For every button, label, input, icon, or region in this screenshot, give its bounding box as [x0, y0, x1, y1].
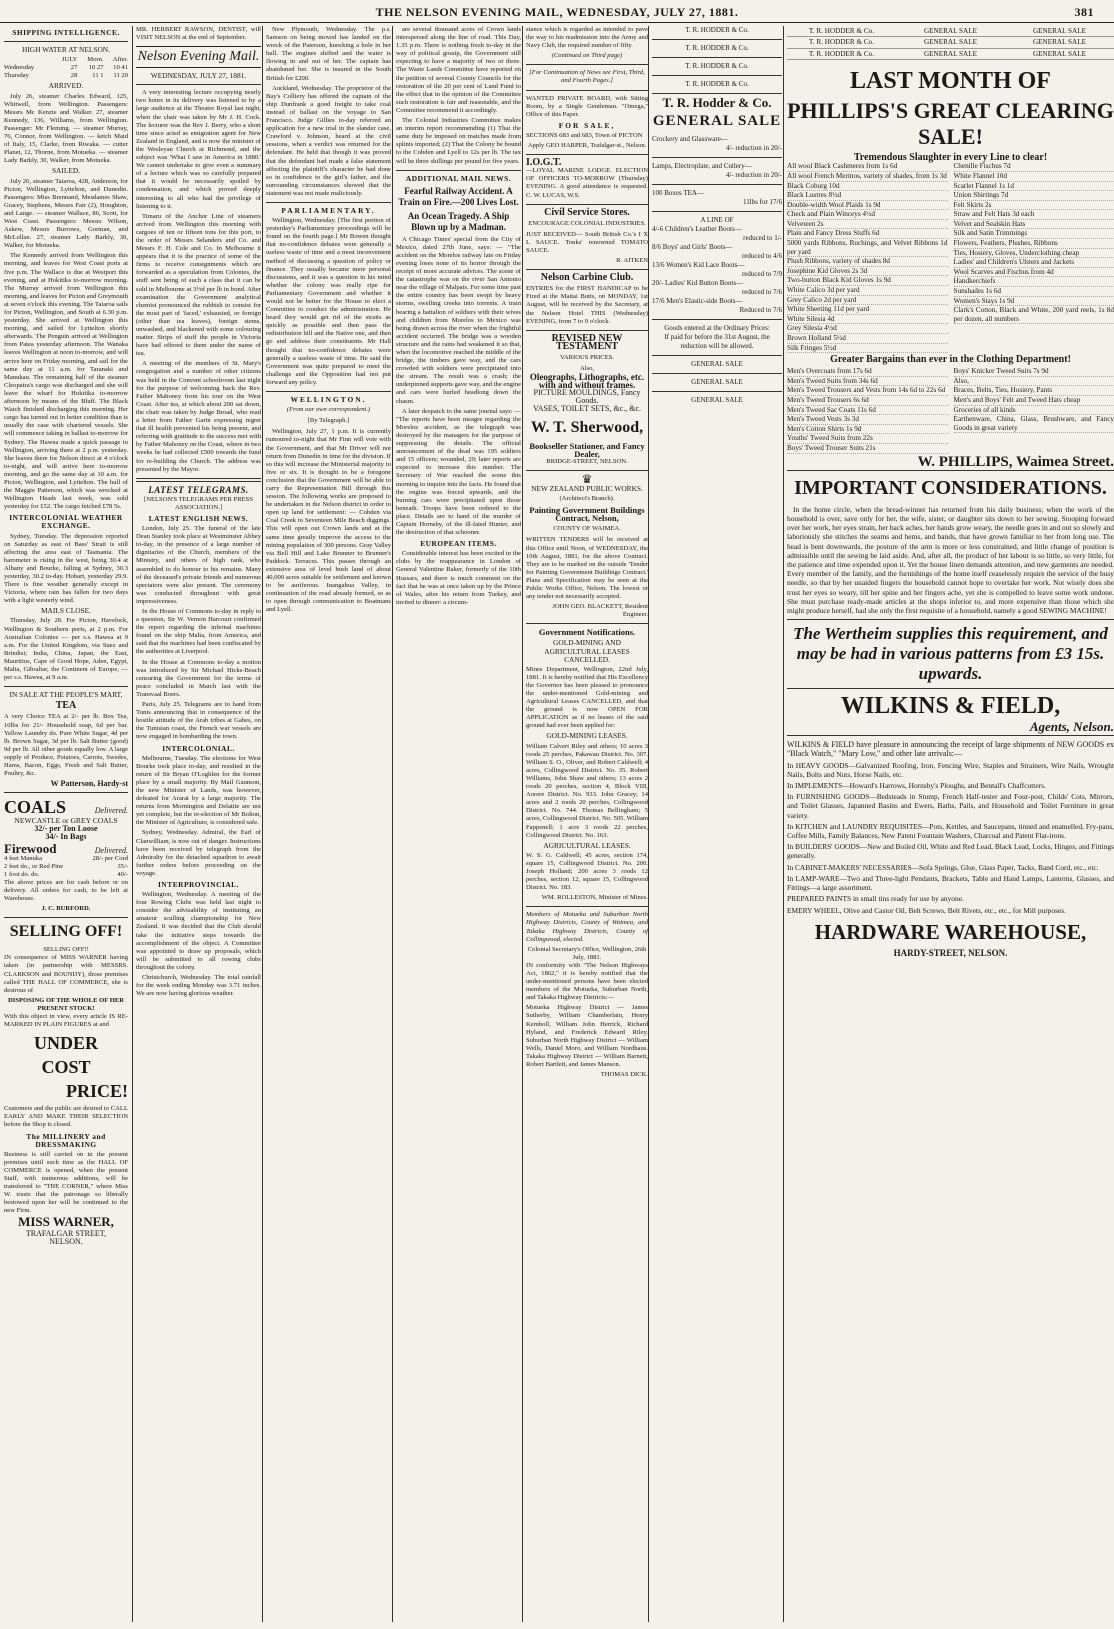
civil-sub: ENCOURAGE COLONIAL INDUSTRIES.: [528, 219, 646, 227]
masthead-title: THE NELSON EVENING MAIL, WEDNESDAY, JULY 27, 1881.: [375, 5, 739, 19]
wellington-heading: WELLINGTON.: [290, 395, 367, 405]
tragedy-headline: An Ocean Tragedy. A Ship Blown up by a Madman.: [407, 210, 510, 232]
list-item: Grey Silesia 4½d: [787, 324, 948, 334]
firewood-row: [4, 863, 128, 871]
general-sale-line: GENERAL SALE: [691, 378, 743, 386]
lords-text: In the House at Commons to-day a motion was introduced by Sir Michael Hicks-Beach censuring the Government for the terms of peace concluded in March last with the Transvaal Boers.: [136, 658, 261, 698]
sections-text: SECTIONS 683 and 683, Town of PICTON: [526, 131, 643, 139]
tide-date: 28: [70, 72, 78, 80]
sydney-text: Sydney, Wednesday. Admiral, the Earl of Clanwilliam, is now out of danger. Instructions have been received by telegraph from the Admiralty for the detached squadron to await further orders before proceeding on the voyage.: [136, 829, 261, 877]
oleographs: Oleographs, Lithographs, etc. with and without frames.: [529, 372, 645, 391]
list-item: Men's Overcoats from 17s 6d: [787, 367, 948, 377]
kitchen-goods: In KITCHEN and LAUNDRY REQUISITES—Pots, Kettles, and Saucepans, tinned and enamelled, Fry-pans, Coffee Mills, Family Balances, New Patent Fountain Washers, Charcoal and Patent Flat-irons.: [787, 821, 1114, 841]
hodder-line: T. R. HODDER & Co.: [685, 80, 749, 88]
sale-cell: GENERAL SALE: [1005, 37, 1114, 48]
list-item: Men's and Boys' Felt and Tweed Hats cheap: [954, 396, 1114, 406]
boot-item-name: 17/6 Men's Elastic-side Boots—: [652, 297, 743, 305]
hodder-line: T. R. HODDER & Co.: [685, 26, 749, 34]
list-item: All wool French Merinos, variety of shades, from 1s 3d: [787, 171, 947, 180]
boot-item-name: 13/6 Women's Kid Lace Boots—: [652, 261, 745, 269]
general-sale-line: GENERAL SALE: [691, 396, 743, 404]
european-heading: EUROPEAN ITEMS.: [420, 539, 497, 549]
list-item: Braces, Belts, Ties, Hosiery, Pants: [954, 386, 1114, 396]
cost-headline: COST: [41, 1057, 91, 1078]
millinery-text: Business is still carried on in the present premises until such time as the HALL OF COMMERCE is opened, when the present Staff, with numerous additions, will be transferred to "THE CORNER," where Miss W. trusts that the patronage so liberally bestowed upon her will be continued to the new Firm.: [4, 1150, 128, 1215]
civil-text: JUST RECEIVED— South British Co.'s I X L SAUCE. Tonks' renowned TOMATO SAUCE.: [526, 230, 648, 254]
clearing-left-list: [787, 162, 948, 353]
customers-text: Customers and the public are desired to CALL EARLY AND MAKE THEIR SELECTION before the Shop is closed.: [4, 1105, 128, 1129]
gold-heading: GOLD-MINING AND AGRICULTURAL LEASES CANCELLED.: [544, 638, 630, 664]
tea-headline: TEA: [55, 700, 77, 712]
furnishing-goods: In FURNISHING GOODS—Bedsteads in Stump, French Half-tester and Four-post, Childs' Cots, Mirrors, and Toilet Glasses, Japanned Basins and Ewers, Baths, Pails, and Household and Toilet Furniture in great variety.: [787, 792, 1114, 820]
list-item: Two-button Black Kid Gloves 1s 9d: [787, 276, 948, 286]
boot-item-price: reduced to 1/-: [743, 234, 782, 242]
clothing-left-list: [787, 367, 948, 453]
tide-col-after: After.: [112, 56, 128, 64]
parliamentary-heading: PARLIAMENTARY.: [281, 205, 376, 215]
agri-text: W. S. G. Caldwell; 45 acres, section 174, square 15, Collingwood District. No. 200. Joseph Holland; 200 acres 3 roods 12 perches, section 12, square 15, Collingwood District. No. 183.: [526, 851, 648, 892]
firewood-price: 40/-: [117, 870, 128, 878]
mail-heading: ADDITIONAL MAIL NEWS.: [405, 173, 512, 183]
list-item: Straw and Felt Hats 3d each: [954, 210, 1114, 220]
list-item: Plush Ribbons, variety of shades 8d: [787, 257, 948, 267]
firewood-row: [4, 871, 128, 879]
hardware-headline: HARDWARE WAREHOUSE,: [814, 919, 1087, 944]
list-item: Men's Tweed Sac Coats 11s 6d: [787, 406, 948, 416]
hodder-line: T. R. HODDER & Co.: [685, 44, 749, 52]
list-item: Black Lustres 8½d: [787, 191, 948, 201]
timaru-text: Timaru of the Anchor Line of steamers arrived from Wellington this morning with cargoes of ten or fifteen tons for this port, to the order of Messrs Selanders and Co. and Messrs F. H. Cole and Co. In Melbourne it appears that it is the practice of some of the firms to receive consignments which are forwarded as a speculation from Colonies, the stuff sent being of such a class that it can be sold in Melbourne at 3½d per lb in bond. After examination the Government analytical chemist pronounced the rubbish to consist for the most part of 'faced,' exhausted, or foreign (other than tea leaves), foreign stems, unwashed, and blackened with some colouring matter. Strips of stuff the people in Victoria have had offered to them under the name of tea.: [136, 212, 261, 358]
firewood-item: 1 foot do. do.: [4, 870, 40, 878]
wellington-text: Wellington, July 27, 1 p.m. It is currently rumoured to-night that Mr Finn will vote with the Government, and that Mr Driver will not return from Dunedin in time for the division. If so this will increase the Ministerial majority to five or six. It is thought to be a foregone conclusion that the Government will be able to carry the Representation Bill through this session. The following works are proposed to be undertaken in the Nelson district in order to open up land for settlement: — Cobden via Coal Creek to Seventeen Mile Beach diggings. This will open out Crown lands and at the same time greatly improve the access to the mining population of 300 persons. Gray Valley via Bell Hill and Lake Brunner to Brunner's Paddock. Terraces. This passes through an extensive area of level bush land of about 40,000 acres suitable for settlement and known to be auriferous. Inangahua Valley, in continuation of the road already formed, so as to open through communication to Boatmans and Lyell.: [266, 428, 391, 614]
meeting-text: A meeting of the members of St. Mary's congregation and a number of other citizens was held in the Convent schoolroom last night for the purpose of welcoming back the Rev. Father Mahoney from his tour on the West Coast. After tea, at which about 200 sat down, the chair was taken by Judge Broad, who read a letter from Father Garin expressing regret that ill health prevented his being present, and referring with gratitude to the success met with by Father Mahoney on the Coast, where in two weeks he had collected £500 towards the fund for re-building the Church. The address was presented by the Mayor.: [136, 360, 261, 473]
selling-off-sub: SELLING OFF!!: [43, 946, 89, 954]
list-item: Men's Cotton Shirts 1s 9d: [787, 425, 948, 435]
boot-item: [652, 225, 782, 243]
tea-text: A very Choice TEA at 2/- per lb. Box Tea, 10lbs for 21/- Household soap, 6d per bar. Yellow Laundry do. Pure White Sugar, 4d per lb. Brown Sugar, 3d per lb. Salt Butter (good) 9d per lb. All other goods equally low. A large supply of Produce, Potatoes, Carrots, Swedes, Hams, Bacon, Eggs, Fresh and Salt Butter, Poultry, &c.: [4, 713, 128, 778]
list-item: Handkerchiefs: [954, 277, 1114, 287]
list-item: Wool Scarves and Fischus from 4d: [954, 268, 1114, 278]
nelson-label: NELSON.: [49, 1236, 83, 1246]
carbine-heading: Nelson Carbine Club.: [540, 272, 634, 284]
iogt-headline: I.O.G.T.: [526, 157, 562, 169]
last-month-headline: LAST MONTH OF: [850, 68, 1051, 95]
coals-price-loose: 32/- per Ton Loose: [34, 824, 98, 834]
firewood-item: 4 feet Manuka: [4, 854, 43, 862]
mails-text: Thursday, July 28. For Picton, Havelock, Wellington & Southern ports, at 2 p.m. For Australian Colonies — per s.s. Hawea at 9 a.m. For the United Kingdom, via Suez and Brindisi; India, China, Japan, the East, Mauritius, Cape of Good Hope, Aden, Egypt, Malta, Gibraltar, the Continent of Europe, — per s.s. Hawea, at 9 a.m.: [4, 617, 128, 682]
boot-item: [652, 279, 782, 297]
colonial-sec: Colonial Secretary's Office, Wellington, 26th July, 1881.: [527, 945, 647, 961]
millinery-headline: The MILLINERY and DRESSMAKING: [26, 1131, 106, 1149]
picture-mouldings: PICTURE MOULDINGS, Fancy Goods.: [533, 388, 641, 406]
tide-day: Thursday: [4, 72, 29, 80]
sherwood-address: BRIDGE-STREET, NELSON.: [546, 457, 628, 465]
miss-warner: MISS WARNER,: [18, 1214, 114, 1230]
list-item: Clark's Cotton, Black and White, 200 yard reels, 1s 8d per dozen, all numbers: [953, 306, 1114, 323]
trafalgar-street: TRAFALGAR STREET,: [25, 1228, 107, 1238]
list-item: Scarlet Flannel 1s 1d: [954, 182, 1114, 192]
list-item: Flowers, Feathers, Plushes, Ribbons: [954, 239, 1114, 249]
boot-item-name: 4/-6 Children's Leather Boots—: [652, 225, 742, 233]
hodder-line: T. R. HODDER & Co.: [685, 62, 749, 70]
tide-date: 27: [70, 64, 78, 72]
slaughter-line: Tremendous Slaughter in every Line to clear!: [853, 152, 1048, 164]
sale-item-price: 11lbs for 17/6: [742, 198, 782, 206]
selling-off-headline: SELLING OFF!: [9, 923, 123, 941]
sale-item: [652, 189, 782, 207]
tea-signature: W Patterson, Hardy-st: [50, 779, 128, 789]
sailed-heading: SAILED.: [51, 166, 81, 176]
painting-sub: COUNTY OF WAIMEA.: [553, 525, 621, 533]
firewood-table: [4, 855, 128, 879]
list-item: Ties, Hosiery, Gloves, Underclothing cheap: [954, 249, 1114, 259]
wilkins-announcement: WILKINS & FIELD have pleasure in announcing the receipt of large shipments of NEW GOODS ex "Black Watch," "Mary Low," and other late arrivals:—: [787, 740, 1114, 759]
hodder-cell: T. R. HODDER & Co.: [787, 49, 896, 60]
firewood-headline: Firewood: [4, 840, 57, 856]
boot-item-price: reduced to 4/6: [741, 252, 782, 260]
column-2: [132, 26, 261, 1622]
list-item: White Calico 3d per yard: [787, 286, 948, 296]
tide-after: 10 41: [113, 64, 128, 72]
clearing-items: [787, 162, 1114, 353]
london-text: London, July 25. The funeral of the late Dean Stanley took place at Westminster Abbey to-day, in the presence of a large number of dignitaries of the Church, members of the Ministry, and others of high rank, who assembled to do honour to his remains. Many of the deceased's private friends and numerous spectators were also present. The ceremony was conducted throughout with great impressiveness.: [136, 525, 261, 605]
also-label: Also,: [579, 365, 595, 372]
apply-text: Apply GEO HARPER, Trafalgar-st., Nelson.: [527, 142, 647, 150]
wellington-sub: (From our own correspondent.): [286, 406, 371, 414]
latest-english-heading: LATEST ENGLISH NEWS.: [148, 513, 249, 523]
column-5: [522, 26, 648, 1622]
emery: EMERY WHEEL, Olive and Castor Oil, Belt Screws, Belt Rivets, etc., etc., for Mill purposes.: [787, 905, 1066, 915]
painting-signature: JOHN GEO. BLACKETT, Resident Engineer.: [552, 603, 648, 619]
boot-item: [652, 261, 782, 279]
list-item: White Silesia 4d: [787, 315, 948, 325]
tide-row: [4, 72, 128, 80]
list-item: Brown Holland 5½d: [787, 334, 948, 344]
important-headline: IMPORTANT CONSIDERATIONS.: [794, 476, 1107, 499]
tide-morn: 10 27: [88, 64, 104, 72]
paris-text: Paris, July 25. Telegrams are to hand from Tunis announcing that in consequence of the hostile attitude of the Arab tribes at Gabes, on the Tunisian coast, the French war vessels are now engaged in bombarding the town.: [136, 701, 261, 741]
general-sale-heading: GENERAL SALE: [652, 113, 782, 129]
sale-cell: GENERAL SALE: [896, 26, 1005, 37]
lecture-text: A very interesting lecture occupying nearly two hours in its delivery was listened to by a large audience at the Theatre Royal last night, when the chair was taken by Mr J. H. Cock. The lecturer was the Rev J. Berry, who a short time since acted as emigration agent for New Zealand in England, and is now the minister of the Wesleyan Church at Richmond, and the subject was 'What I saw in America in 1880.' We cannot undertake to give even a summary of a lecture which was so carefully prepared that it would be necessarily spoiled by condensation, and which proved deeply interesting to all who had the privilege of listening to it.: [136, 89, 261, 210]
mails-heading: MAILS CLOSE.: [40, 606, 92, 616]
list-item: Chenille Fischus 7d: [954, 162, 1114, 172]
firewood-price: 35/-: [117, 862, 128, 870]
list-item: White Flannel 10d: [954, 172, 1114, 182]
coals-headline: COALS: [4, 797, 67, 818]
boot-item: [652, 297, 782, 315]
dateline: WEDNESDAY, JULY 27, 1881.: [150, 71, 247, 81]
sale-cell: GENERAL SALE: [896, 37, 1005, 48]
list-item: Men's Tweed Suits from 34s 6d: [787, 377, 948, 387]
sherwood-sub: Bookseller Stationer, and Fancy Dealer,: [529, 440, 645, 459]
arrived-heading: ARRIVED.: [48, 81, 84, 91]
boot-item-price: reduced to 7/9: [741, 270, 782, 278]
tragedy-text: A later despatch to the same journal says: — "The reports have been meagre regarding the Morelos accident, as the telegraph was destroyed by the managers for the purpose of suppressing the details. The official announcement of the dead was 195 soldiers and 15 officers; wounded, 29; later reports are expected to increase this number. The Secretary of War reached the scene this morning to inquire into the facts. He found that the engine was forced upwards, and the burning cars were precipitated upon those beneath. Troops have been ordered to the place. Details are to hand of the murder of Captain Hornsby, of the ill-fated Hunter, and the destruction of that schooner.: [396, 407, 521, 537]
tide-heading: HIGH WATER AT NELSON.: [21, 45, 110, 55]
clearing-right-list: [954, 162, 1114, 353]
crown-text: are several thousand acres of Crown lands interspersed along the line of road. This Day, 1.35 p.m. There is nothing fresh to-day in the way of political gossip, the Government still expecting to have a majority of two or three. The Waste Lands Committee have reported on the petition of several County Councils for the restoration of the 20 per cent of Land Fund to the effect that in the opinion of the Committee such restoration is fair and reasonable, and the Committee recommend it accordingly.: [396, 26, 521, 114]
sherwood-headline: W. T. Sherwood,: [530, 418, 644, 436]
members-text: Motueka Highway District — James Sutherby, William Chamberlain, Henry Kemboll, William John Herrick, Richard Hyland, and Frederick Edward Riley. Suburban North Highway District — William Wells, Daniel Moro, and William Nordhaus. Takaka Highway District — William Barnett, Robert Bartlett, and James Manson.: [526, 1004, 648, 1069]
tide-table: [4, 56, 128, 80]
vases: VASES, TOILET SETS, &c., &c.: [532, 404, 642, 414]
painting-headline: Painting Government Buildings Contract, Nelson,: [529, 505, 645, 524]
sale-item-price: 4/- reduction in 20/-: [725, 171, 782, 179]
boot-item-price: reduced to 7/6: [741, 288, 782, 296]
list-item: Silk Fringes 5½d: [787, 344, 948, 354]
hodder-cell: T. R. HODDER & Co.: [787, 37, 896, 48]
list-item: Ladies' and Children's Ulsters and Jackets: [954, 258, 1114, 268]
heavy-goods: In HEAVY GOODS—Galvanized Roofing, Iron, Fencing Wire, Staples and Strainers, Wire Nails, Wrought Nails, Bolts and Nuts, Horse Nails, etc.: [787, 760, 1114, 779]
sale-cell: GENERAL SALE: [1005, 26, 1114, 37]
list-item: Women's Stays 1s 9d: [954, 297, 1114, 307]
clothing-headline: Greater Bargains than ever in the Clothing Department!: [830, 354, 1071, 366]
accident-headline: Fearful Railway Accident. A Train on Fire.—200 Lives Lost.: [398, 185, 519, 207]
auckland-text: Auckland, Wednesday. The proprietor of the Bay's Colliery has offered the captain of the ship Dunfrank a good freight to take coal instead of ballast on the voyage to San Francisco. Judge Gillies to-day referred an application for a new trial in the slander case, Crawford v. Johnson, heard at the civil sessions, when a verdict was returned for the defendant. He held that though it was proved that the defendant had made a false statement affecting the plaintiff's character he had done so in confidence to the girl's father, and the surrounding circumstances showed that the statement was not made maliciously.: [266, 84, 391, 197]
sailed-text: July 26, steamer Taiaroa, 428, Anderson, for Picton, Wellington, Lyttelton, and Dunedin. Passengers: Miss Brennand, Mesdames Shaw, Gracey, Stephens, Messrs Fair (2), Houghton, and Lange. — steamer Wallace, 86, Scott, for West Coast. Passengers: Messrs Wilson, Askew, Messrs Burrows, Gorman, and McLellan. 27, steamer Lady Barkly, 30, Walker, for Motueka.: [4, 177, 128, 250]
list-item: Grey Calico 2d per yard: [787, 296, 948, 306]
list-item: Josephine Kid Gloves 2s 3d: [787, 267, 948, 277]
list-item: 5000 yards Ribbons, Ruchings, and Velvet Ribbons 1d per yard: [787, 239, 948, 256]
list-item: White Sheeting 11d per yard: [787, 305, 948, 315]
column-6: [648, 26, 782, 1622]
firewood-item: 2 feet do., or Red Pine: [4, 862, 64, 870]
ordinary-prices: Goods entered at the Ordinary Prices:: [664, 324, 770, 332]
conformity-text: IN conformity with "The Nelson Highways Act, 1862," it is hereby notified that the under-mentioned persons have been elected members of the Motueka, Suburban North, and Takaka Highway Districts:—: [526, 961, 648, 1002]
melbourne-text: Melbourne, Tuesday. The elections for West Bourke took place to-day, and resulted in the return of Sir Bryan O'Loghlen for the former place by a small majority. By Mail Gaunson, the new Minister of Lands, was however, defeated for Ararat by a large majority. The returns from Mornington and Delatite are not yet complete, but the re-election of Mr Bolton, the Minister of Agriculture, is considered safe.: [136, 754, 261, 827]
sale-item: [652, 162, 782, 180]
list-item: Plain and Fancy Dress Stuffs 6d: [787, 229, 948, 239]
masthead: [0, 0, 1114, 23]
list-item: All wool Black Cashmeres from 1s 6d: [787, 162, 948, 172]
coals-delivered: Delivered.: [94, 806, 128, 816]
list-item: Boys' Knicker Tweed Suits 7s 9d: [954, 367, 1114, 377]
wertheim-headline: The Wertheim supplies this requirement, and may be had in various patterns from £3 15s. upwards.: [793, 624, 1108, 684]
column-4: [392, 26, 521, 1622]
wilkins-headline: WILKINS & FIELD,: [840, 693, 1061, 720]
disposing-text: DISPOSING OF THE WHOLE OF HER PRESENT STOCK!: [8, 996, 124, 1012]
testament-headline: REVISED NEW TESTAMENT: [551, 332, 623, 352]
suburban-text: Members of Motueka and Suburban North Highway Districts, County of Waimea, and Takaka Highway Districts, County of Collingwood, elected.: [526, 911, 648, 943]
column-1: [4, 26, 128, 1622]
gold-text: Mines Department, Wellington, 22nd July, 1881. It is hereby notified that His Excellency the Governor has been pleased to pronounce the under-mentioned Gold-mining and Agricultural Leases CANCELLED, and that the ground is now OPEN FOR APPLICATION as if no leases of the said ground had ever been applied for:: [526, 665, 648, 730]
firewood-note: The above prices are for cash before or on delivery. All orders for cash, to be left at Warehouse.: [4, 878, 128, 903]
page-number: 381: [1074, 5, 1094, 19]
interprovincial-heading: INTERPROVINCIAL.: [158, 880, 239, 889]
testament-sub: VARIOUS PRICES.: [559, 353, 615, 361]
line-of-label: A LINE OF: [700, 216, 734, 224]
list-item: Men's Tweed Trousers and Vests from 14s 6d to 22s 6d: [787, 386, 948, 396]
tide-row: [4, 64, 128, 72]
column-3: [262, 26, 391, 1622]
dentist-ad: MR. HERBERT RAWSON, DENTIST, will VISIT NELSON at the end of September.: [136, 26, 261, 42]
coals-price-bags: 34/- In Bags: [45, 832, 87, 842]
european-text: Considerable interest has been excited in the clubs by the reappearance in London of General Valentine Baker, formerly of the 10th Hussars, and there is much comment on the fact that he was at once taken up by the Prince of Wales, after his return from Turkey, and invited to dinner: a circum-: [396, 550, 521, 606]
firewood-price: 28/- per Cord: [92, 854, 128, 862]
column-7: [783, 26, 1114, 1622]
list-item: Velvet and Sealskin Hats: [954, 220, 1114, 230]
tori-text: stance which is regarded as intended to pave the way to his readmission into the Army and Navy Club, the required number of fifty: [526, 26, 648, 50]
rolleston-signature: WM. ROLLESTON, Minister of Mines.: [541, 894, 648, 902]
firewood-row: [4, 855, 128, 863]
carbine-text: ENTRIES for the FIRST HANDICAP to be Fired at the Maitai Butts, on MONDAY, 1st August, will be received by the Secretary, at the Nelson Hotel THIS (Wednesday) EVENING, from 7 to 9 o'clock.: [526, 285, 648, 325]
crown-crest-icon: ♛: [581, 471, 593, 486]
list-item: Also,: [954, 377, 1114, 387]
weather-heading: INTERCOLONIAL WEATHER EXCHANGE.: [9, 513, 123, 531]
sale-cell: GENERAL SALE: [896, 49, 1005, 60]
sale-cell: GENERAL SALE: [1005, 49, 1114, 60]
tide-after: 11 20: [113, 72, 128, 80]
commons-text: In the House of Commons to-day in reply to a question, Sir W. Vernon Harcourt confirmed the report regarding the infernal machines found on the ship Malta, from America, and said that the machines had been confiscated by the authorities at Liverpool.: [136, 608, 261, 656]
shipping-news: The Kennedy arrived from Wellington this morning, and leaves for West Coast ports at five p.m. The Wallace is due at Westport this evening, and at Hokitika to-morrow morning. The Murray arrived from Wellington this morning, and leaves for Picton and Greymouth at seven o'clock this evening. The Taiaroa sails for Picton, Wellington, and South at 6.30 p.m. yesterday. She arrived at Wellington this morning, and sailed for Lyttelton shortly afterwards. The Penguin arrived at Wellington from Patea yesterday afternoon. The Wanaka leaves Wellington at noon to-morrow, and will arrive here on Friday morning, and sail for the same day at 11 a.m. for Taranaki and Manukau. The remaining half of the steamer Cleopatra's cargo was discharged and she will leave the wharf for Hokitika to-morrow afternoon by means of the Bluff. The Black Watch finished discharging this morning. Her cargo has turned out in better condition than is usually the case with chartered vessels. She will commence taking in ballast to-morrow for Sydney. The Hawea made a quick passage to Wellington, arriving there at 2 p.m. yesterday. She leaves there for Nelson direct at 4 o'clock to-night, and will arrive here to-morrow morning, and go the same day at 10 a.m. for Picton, Wellington, and Lyttelton. The hull of the Maggie Patterson, which was wrecked at Wellington Heads last week, was sold yesterday for £52. The cargo fetched £78 5s.: [4, 252, 128, 511]
list-item: Felt Skirts 2s: [954, 201, 1114, 211]
list-item: Men's Tweed Trousers 6s 6d: [787, 396, 948, 406]
tide-morn: 11 1: [92, 72, 104, 80]
list-item: Boys' Tweed Trouser Suits 21s: [787, 444, 948, 454]
colonial-text: The Colonial Industries Committee makes an interim report recommending (1) That the same duty be imposed on matches made from splints imported; (2) That the Colony be bound to the Cobden and Lyell to 12s per lb. The tax will be three shillings per pound for five years.: [396, 117, 521, 165]
important-text: In the home circle, when the bread-winner has returned from his daily business; when the work of the household is over, save only for her, the wife, sister, or daughter sits down to her sewing. Stooping forward over her work, her eyes strain, her back aches, her hands grow weary, the needle goes in and out so slowly and laboriously she stitches the seams and hems, and bands, that have grown familiar to her from long use. The head is bent downwards, the posture of the arm is more or less constrained, and little change of position is admissible until the sewing be laid aside. And, after all, the product of her labour is so little, so very little, for the patience and time expended upon it. Yet the house linen demands attention, and new garments are needed. Every member of the family, and the furnishings of the home itself ceaselessly require the service of the busy needle, so that by her unaided fingers the household cannot hope to overtake her work. Not wisely does she trust her eyes so weary, till her spine and her fingers ache, yet she is compelled to leave some work undone. She must purchase ready-made articles at the shops inferior to, and more expensive than those which she might produce herself, had she only the first requisite of a household, namely a good SEWING MACHINE!: [787, 504, 1114, 615]
general-sale-line: GENERAL SALE: [691, 360, 743, 368]
boot-item-price: Reduced to 7/6: [739, 306, 782, 314]
clothing-items: [787, 367, 1114, 453]
list-item: Check and Plain Winceys 4½d: [787, 210, 948, 220]
list-item: Youths' Tweed Suits from 22s: [787, 434, 948, 444]
lamp-goods: In LAMP-WARE—Two and Three-light Pendants, Brackets, Table and Hand Lamps, Lanterns, Glasses, and Fittings—a large assortment.: [787, 873, 1114, 893]
civil-signature: R. AITKEN: [616, 257, 648, 265]
christchurch-text: Christchurch, Wednesday. The total rainfall for the week ending Monday was 3.71 inches. We are now having glorious weather.: [136, 974, 261, 998]
nzpw-heading: NEW ZEALAND PUBLIC WORKS.: [531, 483, 643, 493]
sale-item: [652, 135, 782, 153]
sale-item-name: Lamps, Electroplate, and Cutlery—: [652, 162, 752, 170]
remarked-text: With this object in view, every article IS RE-MARKED IN PLAIN FIGURES at and: [4, 1013, 128, 1029]
builders-goods: In BUILDERS' GOODS—New and Boiled Oil, White and Red Lead, Black Lead, Locks, Hinges, and Fittings generally.: [787, 842, 1114, 861]
wellington-rowing-text: Wellington, Wednesday. A meeting of the four Rowing Clubs was held last night to consider the advisability of instituting an amateur sculling championship for New Zealand. It was decided that the Club should take the initiative steps towards the accomplishment of the object. A Committee was appointed to draw up proposals, which will be submitted to all rowing clubs throughout the colony.: [136, 891, 261, 971]
hodder-cell: T. R. HODDER & Co.: [787, 26, 896, 37]
warner-text: IN consequence of MISS WARNER having taken (in partnership with MESSRS. CLARKSON and BOUNDY), those premises called THE HALL OF COMMERCE, she is desirous of: [4, 954, 128, 994]
clothing-right-list: [954, 367, 1114, 453]
arrived-text: July 26, steamer Charles Edward, 125, Whitwell, from Wellington. Passengers: Messrs Mc Kenzie and Walker. 27, steamer Kennedy, 136, Williams, from Wellington. Passenger: Mr Fleming. — steamer Murray, 76, Connor, from Wellington. — ketch Maid of Italy, 15, Clarke, from Riwaka. — cutter Planet, 12, Thorne, from Motueka. — steamer Lady Barkly, 30, Walker, from Motueka.: [4, 92, 128, 165]
leases-text: William Calvert Riley and others; 10 acres 3 roods 25 perches, Pakawau District. No. 307. William S. O., Oliver, and Robert Caldwell; 4 acres, Collingwood District. No. 35. Robert Williams, John Shaw and others; 13 acres 2 roods 20 perches, section 4, Block VIII, Aorere District. No. 933. John Gracey; 14 acres and 2 roods 20 perches, Collingwood District. No. 744. Thomas Bellingham; 5 acres, Collingwood District. No. 505. William Fappenell; 1 acre 3 roods 22 perches, Collingwood District. No. 163.: [526, 742, 648, 839]
boot-item: [652, 243, 782, 261]
parliamentary-text: Wellington, Wednesday. [The first portion of yesterday's Parliamentary proceedings will be found on the fourth page.] Mr Bowen thought that no-confidence debates were generally a useless waste of time and a most inconvenient method of discussing a question of policy or finance. They usually became mere personal discussions, and it was a question in his mind whether the colony was really ripe for Parliamentary Government and whether it would not be better for the House to elect a Committee to conduct the administration. He heard they would get rid of the straits as quickly as possible and then pass the redistribution bill and the Native one, and then go and address their constituents. Mr Hall thought that no-confidence debates were generally a useless waste of time. He said the Government was quite prepared to meet the challenge and the Opposition had not put forward any policy.: [266, 217, 391, 386]
painting-text: WRITTEN TENDERS will be received at this Office until Noon, of WEDNESDAY, the 10th August, 1881, for the above Contract. They are to be marked on the outside 'Tender for Painting Government Buildings Contract.' Plans and Specification may be seen at the Public Works Office, Nelson. The lowest or any tender not necessarily accepted.: [526, 536, 648, 601]
sale-heading: IN SALE AT THE PEOPLE'S MART,: [9, 690, 123, 700]
nzpw-sub: (Architect's Branch).: [559, 495, 615, 503]
list-item: Silk and Satin Trimmings: [954, 229, 1114, 239]
by-telegraph: [By Telegraph.]: [307, 417, 350, 425]
implements: In IMPLEMENTS—Howard's Harrows, Hornsby's Ploughs, and Bentall's Chaffcutters.: [787, 781, 1046, 791]
price-headline: PRICE!: [66, 1081, 128, 1102]
dick-signature: THOMAS DICK.: [600, 1071, 648, 1079]
tide-day: Wednesday: [4, 64, 35, 72]
boot-item-name: 20/- Ladies' Kid Button Boots—: [652, 279, 744, 287]
list-item: Union Shirtings 7d: [954, 191, 1114, 201]
shipping-heading: SHIPPING INTELLIGENCE.: [12, 28, 120, 37]
wanted-ad: WANTED PRIVATE BOARD, with Sitting Room, by a Single Gentleman. "Omega," Office of this Paper.: [526, 94, 648, 118]
hodder-big-heading: T. R. Hodder & Co.: [662, 95, 772, 110]
phillips-signature: W. PHILLIPS, Waimea Street.: [917, 453, 1114, 470]
agri-heading: AGRICULTURAL LEASES.: [543, 840, 631, 850]
list-item: Groceries of all kinds: [954, 406, 1114, 416]
hodder-sale-grid: [787, 26, 1114, 60]
civil-heading: Civil Service Stores.: [544, 206, 630, 218]
news-note: [For Continuation of News see First, Third, and Fourth Pages.]: [529, 69, 645, 85]
paper-title: Nelson Evening Mail.: [136, 46, 261, 68]
plymouth-text: New Plymouth, Wednesday. The p.s. Samson on being moved has landed on the wreck of the Paterson, knocking a hole in her hull. The engines shifted and the water is flowing in and out of her. The captain has abandoned her. She is insured in the South British for £200.: [266, 26, 391, 82]
agents-label: Agents, Nelson.: [1029, 719, 1114, 735]
leases-heading: GOLD-MINING LEASES.: [546, 731, 628, 741]
list-item: Men's Tweed Vests 3s 3d: [787, 415, 948, 425]
paints: PREPARED PAINTS in small tins ready for use by anyone.: [787, 894, 964, 904]
intercolonial-heading: INTERCOLONIAL.: [162, 743, 235, 753]
cabinet-goods: In CABINET-MAKERS' NECESSARIES—Sofa Springs, Glue, Glass Paper, Tacks, Band Cord, etc., etc.: [787, 862, 1099, 872]
sale-item-name: 100 Boxes TEA—: [652, 189, 704, 197]
boot-item-name: 8/6 Boys' and Girls' Boots—: [652, 243, 733, 251]
list-item: Double-width Wool Plaids 1s 9d: [787, 201, 948, 211]
sale-item-name: Crockery and Glassware—: [652, 135, 728, 143]
for-sale-heading: FOR SALE,: [558, 120, 616, 130]
tide-col-month: JULY: [61, 56, 78, 64]
tori-note: (Continued on Third page): [551, 52, 623, 60]
notifications-heading: Government Notifications.: [538, 627, 636, 638]
tide-col-morn: Morn.: [87, 56, 104, 64]
under-headline: UNDER: [33, 1033, 98, 1054]
clearing-sale-headline: PHILLIPS'S GREAT CLEARING SALE!: [787, 98, 1114, 150]
list-item: Sunshades 1s 6d: [954, 287, 1114, 297]
coals-text: NEWCASTLE or GREY COALS: [14, 816, 118, 826]
accident-text: A Chicago Times' special from the City of Mexico, dated 27th June, says: — "The accident on the Morelos railway late on Friday evening loses none of its horror through the receipt of more accurate advices. The scene of the catastrophe was on the river San Antonio near the village of Malpais. For some time past the entire country has been swept by heavy storms, swelling creeks into torrents. A train bearing a battalion of soldiers with their wives and children from Morelos to Mexico was being drawn across the river when the frightful accident occurred. The bridge was a wooden structure and the rains had weakened it so that, when the locomotive reached the middle of the bridge, the timbers gave way, and the cars crowded with soldiers were precipitated into the stream. The result was a crash; the underpinned supports gave way, and the engine and cars were hurled headlong down the chasm.: [396, 235, 521, 405]
iogt-text: —LOYAL MARINE LODGE. ELECTION OF OFFICERS TO-MORROW (Thursday) EVENING. A good attendance is requested. C. W. LUCAS, W.S.: [526, 167, 648, 199]
sale-item-price: 4/- reduction in 20/-: [725, 144, 782, 152]
weather-text: Sydney, Tuesday. The depression reported on Saturday as east of Bass' Strait is still affecting the area east of Tasmania. The barometer is rising in the west, being 30.4 at Albany and Bourke, falling at Sydney, 30.3 yesterday, 30.2 to-day. Hobart, yesterday 29.9. There is fine weather generally except in Victoria, where rain has fallen for two days with a light westerly wind.: [4, 532, 128, 605]
list-item: Black Coburg 10d: [787, 182, 948, 192]
if-paid: If paid for before the 31st August, the reduction will be allowed.: [664, 333, 770, 350]
telegrams-sub: [NELSON'S TELEGRAMS PER PRESS ASSOCIATION.]: [144, 495, 253, 511]
list-item: Earthenware, China, Glass, Brushware, and Fancy Goods in great variety: [953, 415, 1114, 432]
telegrams-heading: LATEST TELEGRAMS.: [148, 484, 249, 495]
list-item: Velveteen 2s: [787, 220, 948, 230]
hardy-street: HARDY-STREET, NELSON.: [893, 947, 1008, 958]
burford-signature: J. C. BURFORD.: [41, 905, 91, 913]
firewood-delivered: Delivered.: [94, 845, 128, 855]
